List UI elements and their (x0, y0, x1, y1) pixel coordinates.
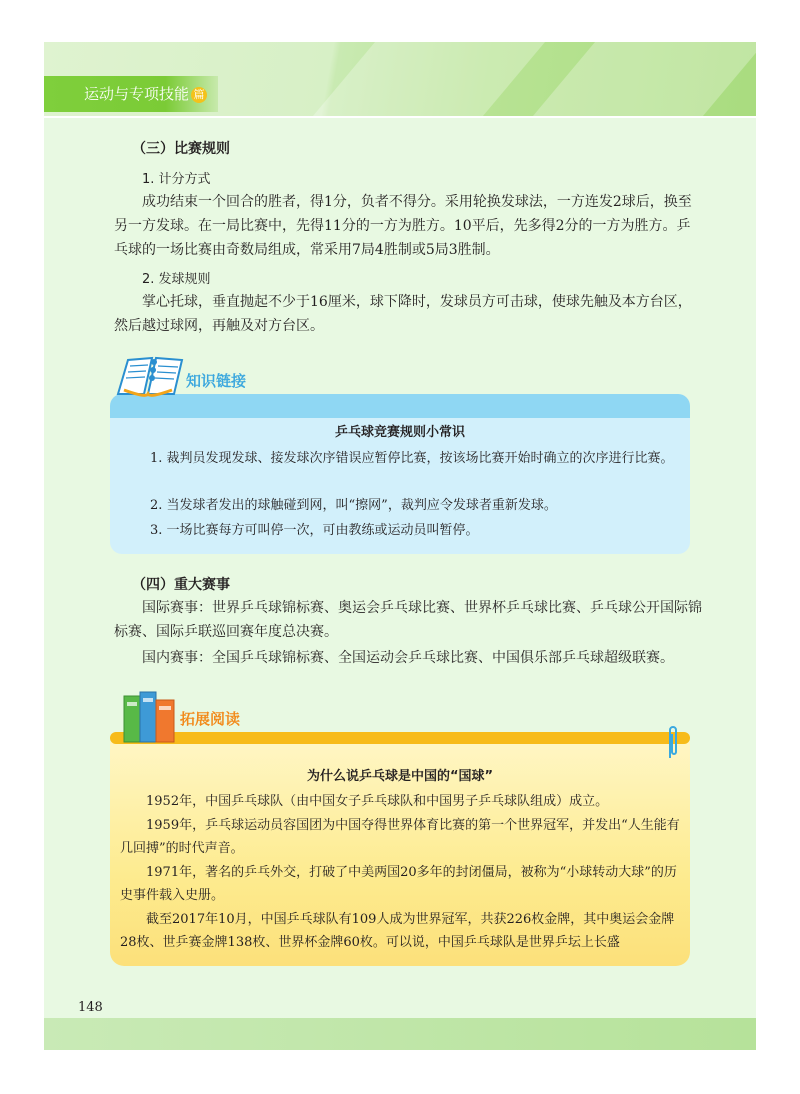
page-number: 148 (78, 1000, 103, 1015)
reading-title: 为什么说乒乓球是中国的“国球” (306, 769, 494, 784)
serve-subtitle: 2. 发球规则 (142, 272, 211, 287)
domestic-events: 国内赛事：全国乒乓球锦标赛、全国运动会乒乓球比赛、中国俱乐部乒乓球超级联赛。 (142, 650, 674, 666)
footer-band (44, 1018, 756, 1050)
knowledge-title: 乒乓球竞赛规则小常识 (334, 425, 465, 440)
books-icon (118, 688, 182, 746)
intl-events: 国际赛事：世界乒乓球锦标赛、奥运会乒乓球比赛、世界杯乒乓球比赛、乒乓球公开国际锦标赛、国际乒联巡回赛年度总决赛。 (114, 600, 702, 640)
reading-bar (110, 732, 690, 744)
serve-text: 掌心托球，垂直抛起不少于16厘米，球下降时，发球员方可击球，使球先触及本方台区，然后越过球网，再触及对方台区。 (114, 294, 692, 334)
chapter-tab-label: 运动与专项技能 (84, 85, 190, 103)
chapter-badge: 篇 (191, 87, 207, 103)
scoring-subtitle: 1. 计分方式 (142, 172, 211, 187)
knowledge-item: 2. 当发球者发出的球触碰到网，叫“擦网”，裁判应令发球者重新发球。 (150, 498, 557, 513)
chapter-tab (44, 76, 218, 112)
section4-title: （四）重大赛事 (132, 577, 230, 593)
paperclip-icon (666, 722, 680, 762)
header-band (44, 42, 756, 116)
reading-para: 1952年，中国乒乓球队（由中国女子乒乓球队和中国男子乒乓球队组成）成立。 (146, 794, 609, 809)
reading-para: 1959年，乒乓球运动员容国团为中国夺得世界体育比赛的第一个世界冠军，并发出“人生能有几回搏”的时代声音。 (120, 818, 680, 856)
reading-para: 截至2017年10月，中国乒乓球队有109人成为世界冠军，共获226枚金牌，其中奥运会金牌28枚、世乒赛金牌138枚、世界杯金牌60枚。可以说，中国乒乓球队是世界乒坛上长盛 (120, 912, 675, 950)
section3-title: （三）比赛规则 (132, 141, 230, 157)
scoring-text: 成功结束一个回合的胜者，得1分，负者不得分。采用轮换发球法，一方连发2球后，换至另一方发球。在一局比赛中，先得11分的一方为胜方。10平后，先多得2分的一方为胜方。乒乓球的一场比赛由奇数局组成，常采用7局4胜制或5局3胜制。 (114, 194, 692, 258)
page (44, 42, 756, 1050)
knowledge-item: 1. 裁判员发现发球、接发球次序错误应暂停比赛，按该场比赛开始时确立的次序进行比赛。 (150, 451, 674, 466)
knowledge-label: 知识链接 (186, 372, 247, 390)
reading-label: 拓展阅读 (180, 710, 241, 728)
reading-para: 1971年，著名的乒乓外交，打破了中美两国20多年的封闭僵局，被称为“小球转动大球”的历史事件载入史册。 (120, 865, 677, 903)
header-divider (44, 116, 756, 118)
knowledge-box-header (110, 394, 690, 418)
knowledge-item: 3. 一场比赛每方可叫停一次，可由教练或运动员叫暂停。 (150, 523, 479, 538)
notebook-icon (114, 350, 188, 400)
